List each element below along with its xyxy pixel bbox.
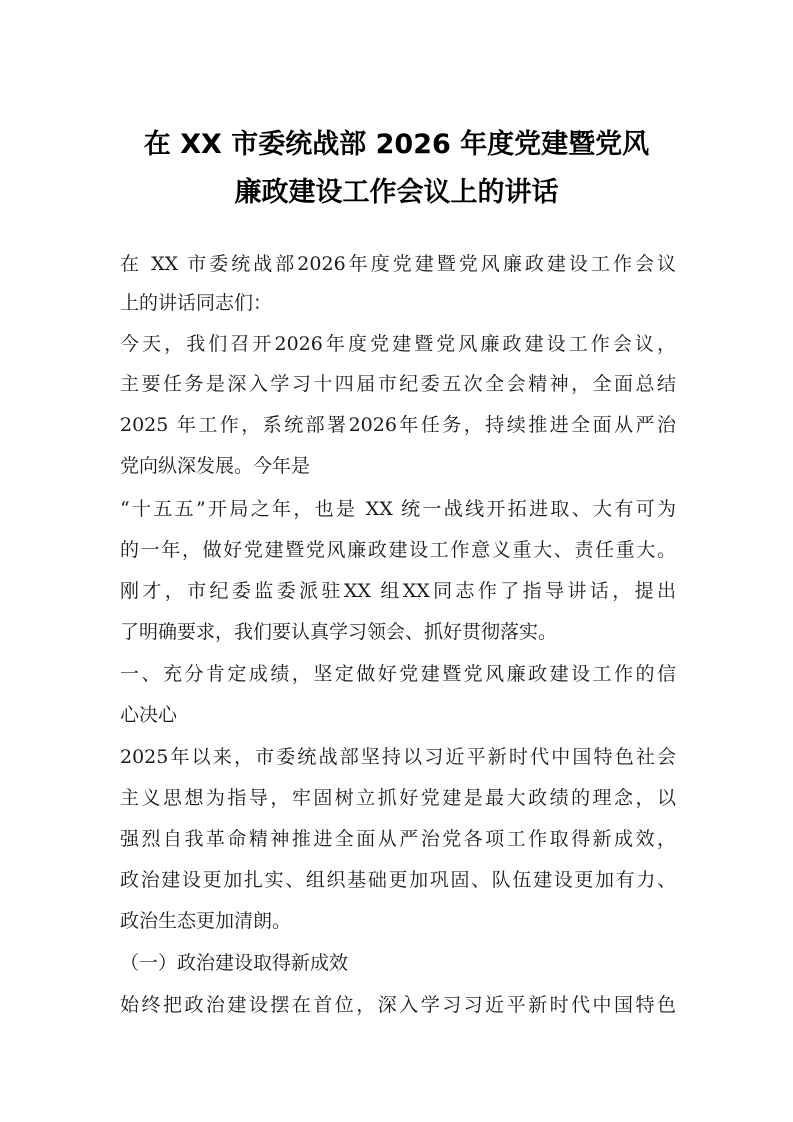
body-line: 政治生态更加清朗。 [120,910,292,932]
body-line: “十五五”开局之年，也是 XX 统一战线开拓进取、大有可为 [120,498,676,520]
body-line: 2025 年工作，系统部署2026年任务，持续推进全面从严治 [120,414,676,436]
section-heading-line: 心决心 [120,704,178,726]
body-line: 了明确要求，我们要认真学习领会、抓好贯彻落实。 [120,621,558,643]
body-line: 今天，我们召开2026年度党建暨党风廉政建设工作会议， [120,333,676,355]
document-title-line-2: 廉政建设工作会议上的讲话 [234,177,559,208]
body-line: 强烈自我革命精神推进全面从严治党各项工作取得新成效， [120,828,676,850]
body-line: 政治建设更加扎实、组织基础更加巩固、队伍建设更加有力、 [120,869,676,891]
body-line: 主义思想为指导，牢固树立抓好党建是最大政绩的理念，以 [120,787,676,809]
section-heading-line: 一、充分肯定成绩，坚定做好党建暨党风廉政建设工作的信 [120,663,676,685]
body-line: 始终把政治建设摆在首位，深入学习习近平新时代中国特色 [120,994,676,1016]
body-line: 上的讲话同志们： [120,292,273,314]
body-line: 2025年以来，市委统战部坚持以习近平新时代中国特色社会 [120,746,676,768]
body-line: 党向纵深发展。今年是 [120,455,311,477]
body-line: 主要任务是深入学习十四届市纪委五次全会精神，全面总结 [120,373,676,395]
subsection-heading: （一）政治建设取得新成效 [120,952,349,974]
body-line: 的一年，做好党建暨党风廉政建设工作意义重大、责任重大。 [120,539,676,561]
document-title-line-1: 在 XX 市委统战部 2026 年度党建暨党风 [143,129,650,160]
body-line: 在 XX 市委统战部2026年度党建暨党风廉政建设工作会议 [120,253,676,275]
body-line: 刚才，市纪委监委派驻XX 组XX同志作了指导讲话，提出 [120,580,676,602]
